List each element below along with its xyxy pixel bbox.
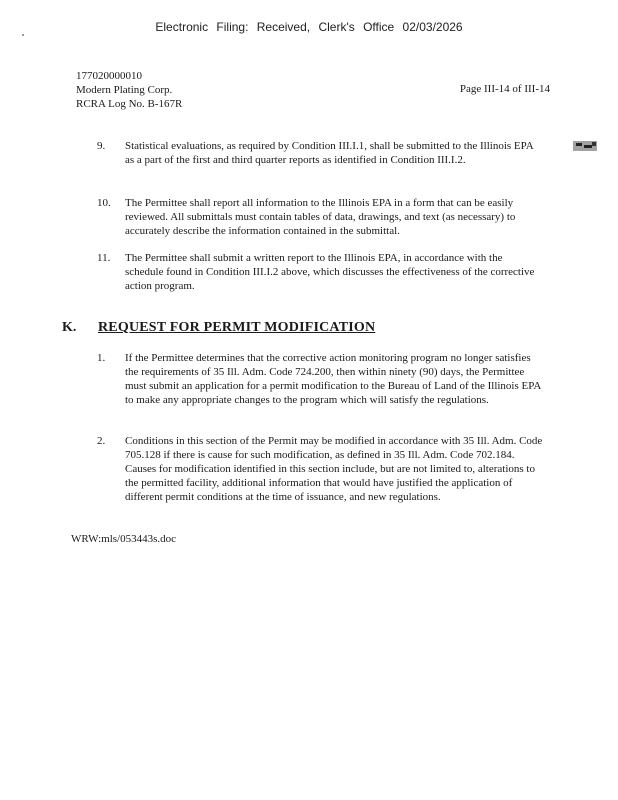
item-text: If the Permittee determines that the corrective action monitoring program no longer satisfies the requirements of 35 Ill. Adm. Code 724.200, then within ninety (90) days, the Permittee must submit an application for a permit modification to the Bureau of Land of the Illinois EPA to make any appropriate changes to the program which will satisfy the regulations. (125, 352, 541, 406)
header-log-id: 177020000010 (76, 70, 142, 82)
condition-item-9 (97, 139, 543, 167)
item-text: Conditions in this section of the Permit may be modified in accordance with 35 Ill. Adm. Code 705.128 if there is cause for such modification, as defined in 35 Ill. Adm. Code 702.184. Causes for modification identified in this section include, but are not limited to, alterations to the permitted facility, additional information that would have justified the application of different permit conditions at the time of issuance, and new regulations. (125, 435, 543, 503)
section-letter: K. (62, 320, 77, 335)
section-title: REQUEST FOR PERMIT MODIFICATION (98, 320, 376, 335)
item-number: 2. (97, 435, 106, 447)
section-k-heading (62, 320, 375, 336)
scan-speck (22, 34, 24, 36)
item-text: Statistical evaluations, as required by Condition III.I.1, shall be submitted to the Illinois EPA as a part of the first and third quarter reports as identified in Condition III.I.2. (125, 140, 534, 166)
item-number: 1. (97, 352, 106, 364)
filing-banner: Electronic Filing: Received, Clerk's Office 02/03/2026 (155, 20, 463, 34)
item-text: The Permittee shall report all information to the Illinois EPA in a form that can be easily reviewed. All submittals must contain tables of data, drawings, and text (as necessary) to accurately describe the information contained in the submittal. (125, 197, 516, 237)
item-text: The Permittee shall submit a written report to the Illinois EPA, in accordance with the schedule found in Condition III.I.2 above, which discusses the effectiveness of the corrective action program. (125, 252, 535, 292)
modification-item-1 (97, 351, 543, 407)
header-company: Modern Plating Corp. (76, 84, 173, 96)
condition-item-10 (97, 196, 543, 238)
item-number: 9. (97, 140, 106, 152)
document-header (76, 69, 182, 111)
scan-mark-stamp (572, 139, 600, 153)
item-number: 10. (97, 197, 111, 209)
condition-item-11 (97, 251, 543, 293)
page-number: Page III-14 of III-14 (459, 83, 550, 95)
modification-item-2 (97, 434, 543, 504)
document-footer: WRW:mls/053443s.doc (71, 533, 177, 545)
item-number: 11. (97, 252, 111, 264)
header-rcra-log: RCRA Log No. B-167R (76, 98, 183, 110)
